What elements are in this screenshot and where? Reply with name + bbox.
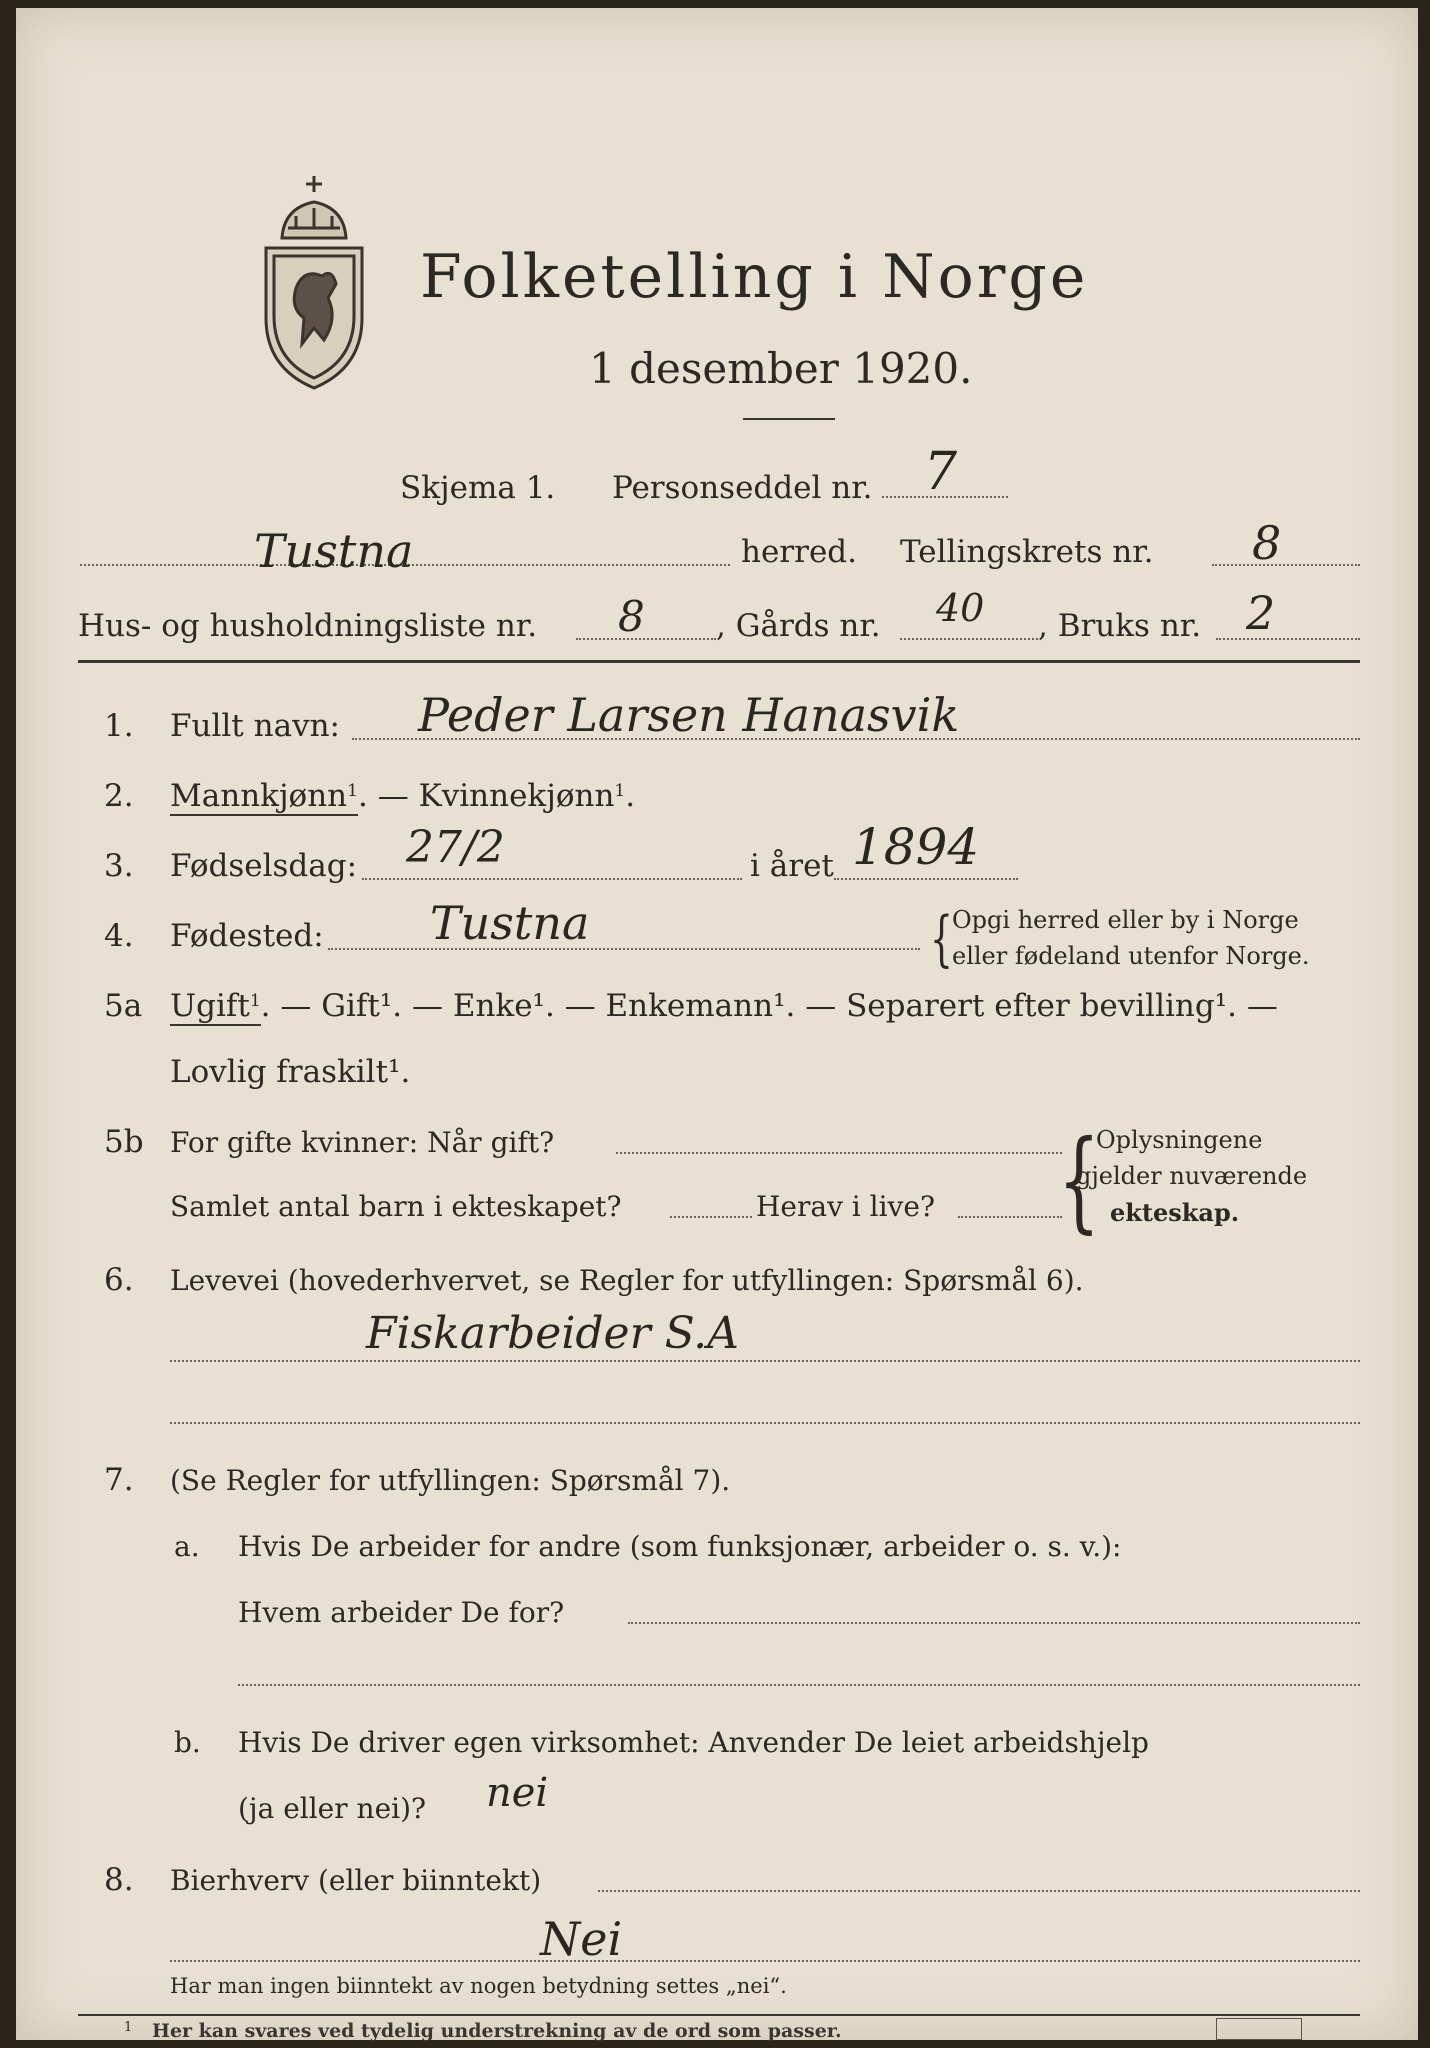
header-rule: [78, 660, 1360, 663]
gards-field[interactable]: [900, 638, 1038, 640]
q7b-line2: (ja eller nei)?: [238, 1792, 427, 1825]
q8-note: Har man ingen biinntekt av nogen betydning settes „nei“.: [170, 1974, 787, 1998]
q1-number: 1.: [104, 708, 134, 744]
q4-number: 4.: [104, 918, 134, 954]
form-title: Folketelling i Norge: [420, 242, 1089, 312]
herred-value: Tustna: [254, 524, 414, 578]
q7b-line1: Hvis De driver egen virksomhet: Anvender De leiet arbeidshjelp: [238, 1726, 1149, 1759]
gards-label: , Gårds nr.: [716, 608, 881, 644]
birth-year-value: 1894: [852, 818, 980, 876]
q7a-line1: Hvis De arbeider for andre (som funksjonær, arbeider o. s. v.):: [238, 1530, 1122, 1563]
skjema-label: Skjema 1.: [400, 470, 556, 506]
q4-label: Fødested:: [170, 918, 324, 954]
q7b-number: b.: [174, 1726, 201, 1759]
personseddel-value: 7: [924, 442, 958, 502]
birthday-field[interactable]: [362, 878, 742, 880]
birth-year-field[interactable]: [834, 878, 1018, 880]
title-divider: [743, 418, 835, 420]
q8-number: 8.: [104, 1862, 134, 1898]
q5b-note-line3: ekteskap.: [1110, 1198, 1240, 1227]
occupation-field-2[interactable]: [170, 1422, 1360, 1424]
bruks-label: , Bruks nr.: [1038, 608, 1202, 644]
q5a-line2[interactable]: Lovlig fraskilt¹.: [170, 1054, 411, 1090]
printer-stamp: [1216, 2018, 1302, 2040]
male-option[interactable]: Mannkjønn$^1$: [170, 778, 358, 814]
employer-field-2[interactable]: [238, 1684, 1360, 1686]
q2-options: Mannkjønn$^1$. — Kvinnekjønn$^1$.: [170, 778, 636, 814]
q5a-number: 5a: [104, 988, 143, 1024]
q5b-note-line1: Oplysningene: [1096, 1126, 1263, 1154]
q5b-line1: For gifte kvinner: Når gift?: [170, 1126, 555, 1159]
coat-of-arms-icon: [244, 168, 384, 394]
q5a-options: [170, 988, 1278, 1024]
tellingskrets-label: Tellingskrets nr.: [900, 534, 1154, 570]
census-date: 1 desember 1920.: [589, 344, 973, 393]
footnote-text: Her kan svares ved tydelig understrekning av de ord som passer.: [152, 2020, 842, 2042]
q2-number: 2.: [104, 778, 134, 814]
q7-label: (Se Regler for utfyllingen: Spørsmål 7).: [170, 1464, 731, 1497]
tellingskrets-value: 8: [1252, 516, 1282, 570]
q3-number: 3.: [104, 848, 134, 884]
census-form: [16, 8, 1418, 2040]
children-count-field[interactable]: [670, 1216, 752, 1218]
bruks-value: 2: [1246, 586, 1276, 640]
year-label: i året: [750, 848, 834, 884]
hus-value: 8: [618, 592, 645, 641]
female-option[interactable]: Kvinnekjønn: [418, 778, 615, 814]
q5b-brace: {: [1058, 1116, 1100, 1244]
q4-brace: {: [930, 904, 953, 974]
bruks-field[interactable]: [1216, 638, 1360, 640]
hired-help-value[interactable]: nei: [486, 1770, 549, 1816]
hus-label: Hus- og husholdningsliste nr.: [78, 608, 538, 644]
occupation-value: Fiskarbeider S.A: [366, 1308, 739, 1359]
tellingskrets-field[interactable]: [1212, 564, 1360, 566]
footnote-rule: [78, 2014, 1360, 2016]
children-alive-field[interactable]: [958, 1216, 1062, 1218]
q7-number: 7.: [104, 1462, 134, 1498]
side-income-field-1[interactable]: [598, 1890, 1360, 1892]
side-income-value: Nei: [540, 1912, 623, 1966]
q6-label: Levevei (hovederhvervet, se Regler for utfyllingen: Spørsmål 6).: [170, 1264, 1084, 1297]
hus-field[interactable]: [576, 638, 716, 640]
footnote-mark: 1: [124, 2020, 133, 2035]
q8-label: Bierhverv (eller biinntekt): [170, 1864, 542, 1897]
side-income-field-2[interactable]: [170, 1960, 1360, 1962]
q4-note-line2: eller fødeland utenfor Norge.: [952, 942, 1310, 970]
occupation-field-1[interactable]: [170, 1360, 1360, 1362]
birthplace-value: Tustna: [430, 896, 590, 950]
q4-note-line1: Opgi herred eller by i Norge: [952, 906, 1299, 934]
q6-number: 6.: [104, 1262, 134, 1298]
q1-label: Fullt navn:: [170, 708, 340, 744]
q5b-number: 5b: [104, 1124, 144, 1160]
birthplace-field[interactable]: [328, 948, 920, 950]
personseddel-label: Personseddel nr.: [612, 470, 873, 506]
q3-label: Fødselsdag:: [170, 848, 358, 884]
q5b-alive-label: Herav i live?: [756, 1190, 935, 1223]
other-status-options[interactable]: . — Gift¹. — Enke¹. — Enkemann¹. — Separert efter bevilling¹. —: [260, 988, 1278, 1024]
married-when-field[interactable]: [616, 1152, 1062, 1154]
q5b-note-line2: gjelder nuværende: [1076, 1162, 1308, 1190]
full-name-value: Peder Larsen Hanasvik: [418, 688, 960, 742]
q7a-number: a.: [174, 1530, 200, 1563]
employer-field-1[interactable]: [628, 1622, 1360, 1624]
q5b-children-label: Samlet antal barn i ekteskapet?: [170, 1190, 622, 1223]
herred-label: herred.: [741, 534, 857, 570]
q7a-line2: Hvem arbeider De for?: [238, 1596, 565, 1629]
ugift-option[interactable]: Ugift$^1$: [170, 988, 261, 1024]
birthday-value: 27/2: [406, 822, 505, 873]
gards-value: 40: [936, 586, 985, 630]
